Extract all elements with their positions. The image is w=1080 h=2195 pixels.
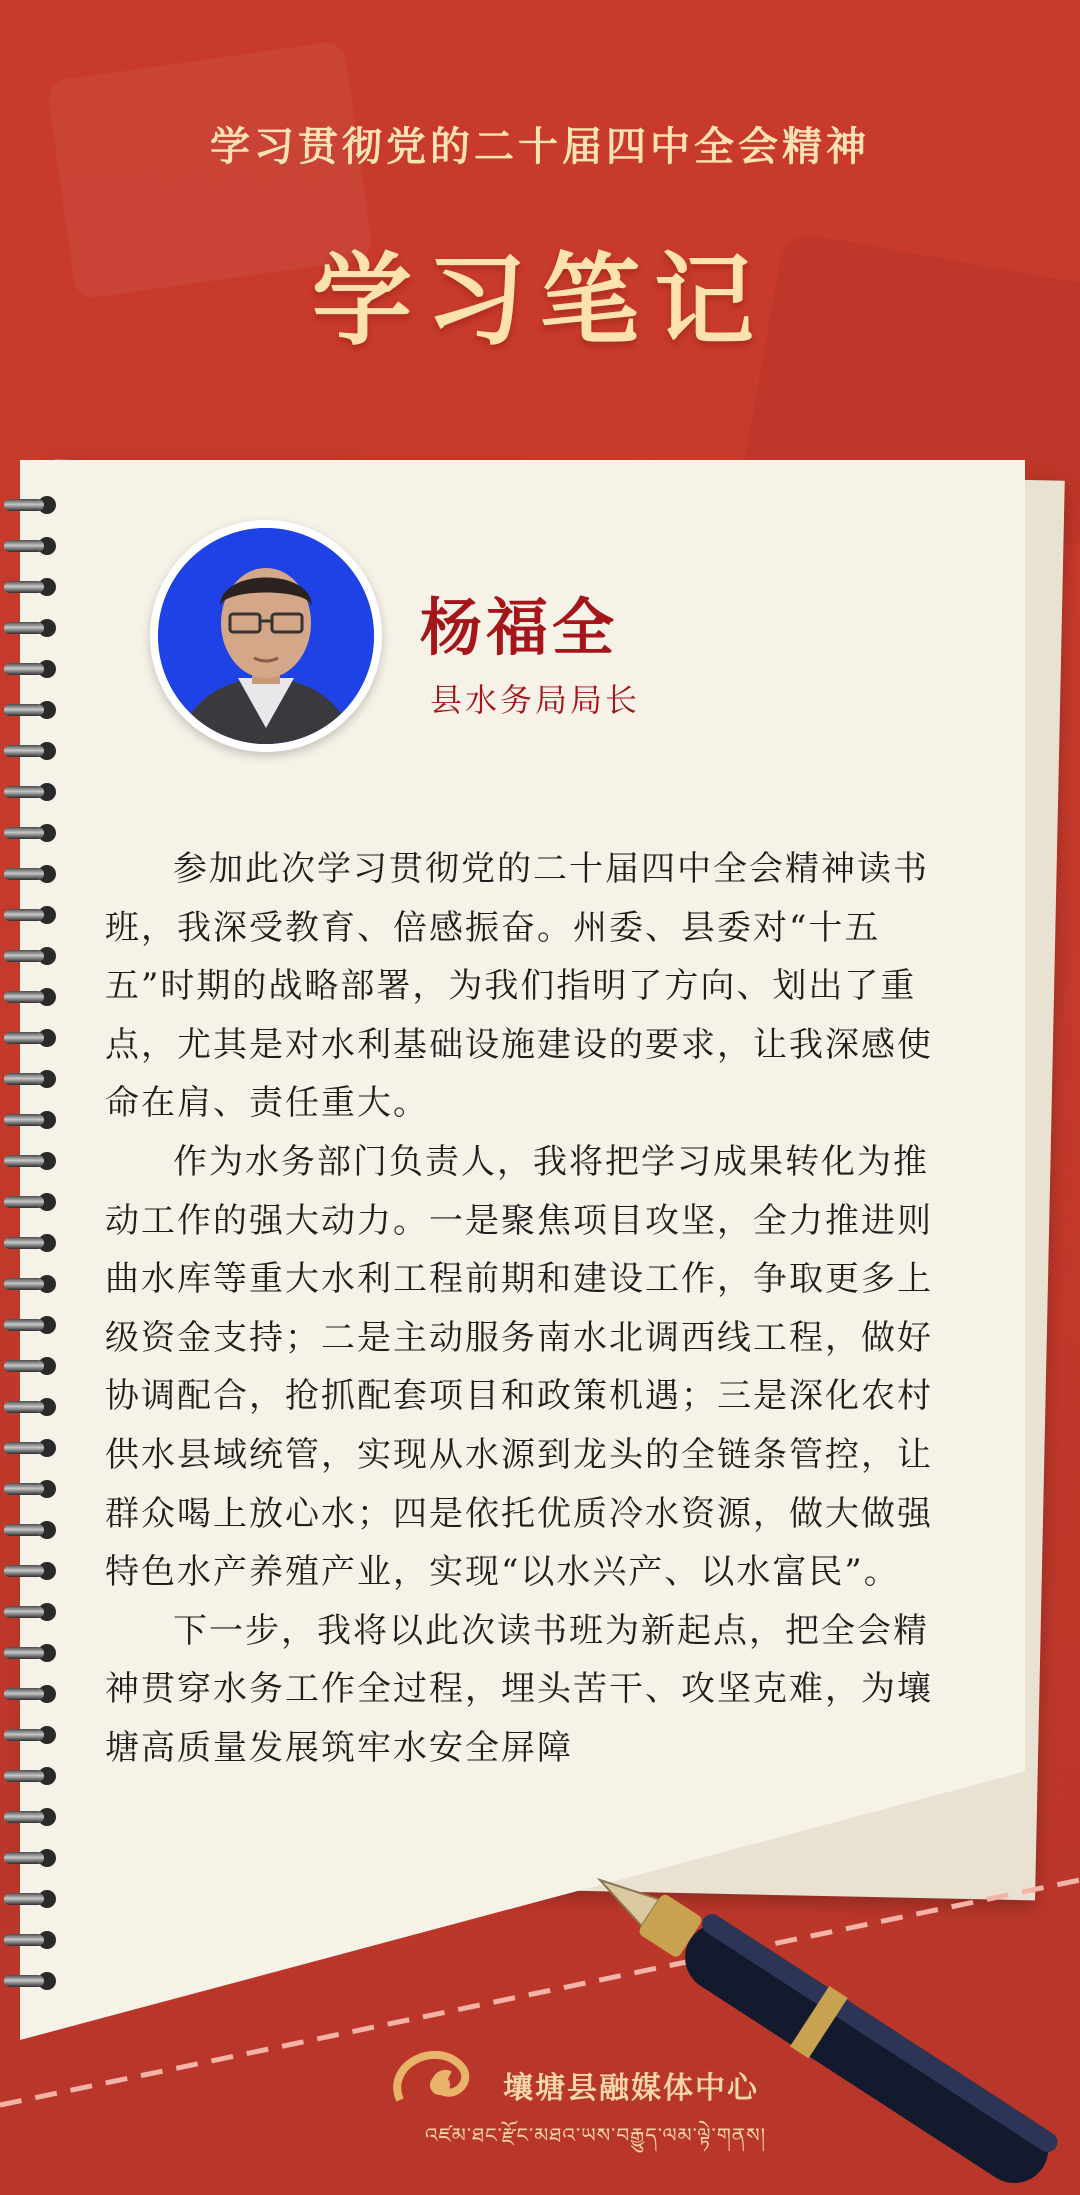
person-role: 县水务局局长 [430, 681, 641, 719]
org-name: 壤塘县融媒体中心 [503, 2071, 759, 2106]
paragraph: 作为水务部门负责人，我将把学习成果转化为推动工作的强大动力。一是聚焦项目攻坚，全力推进则曲水库等重大水利工程前期和建设工作，争取更多上级资金支持；二是主动服务南水北调西线工程，做好协调配合，抢抓配套项目和政策机遇；三是深化农村供水县域统管，实现从水源到龙头的全链条管控，让群众喝上放心水；四是依托优质冷水资源，做大做强特色水产养殖产业，实现“以水兴产、以水富民”。 [105, 1141, 933, 1593]
paragraph: 下一步，我将以此次读书班为新起点，把全会精神贯穿水务工作全过程，埋头苦干、攻坚克难，为壤塘高质量发展筑牢水安全屏障 [105, 1610, 933, 1768]
media-center-logo-icon [385, 2045, 495, 2115]
org-name-tibetan: འཛམ་ཐང་རྫོང་མཐའ་ཡས་བརྒྱུད་ལམ་ལྟེ་གནས། [425, 2123, 767, 2147]
media-center-logo [385, 2045, 767, 2155]
person-name: 杨福全 [420, 591, 619, 664]
header-title: 学习笔记 [312, 242, 768, 359]
header-subtitle: 学习贯彻党的二十届四中全会精神 [210, 124, 870, 170]
paragraph: 参加此次学习贯彻党的二十届四中全会精神读书班，我深受教育、倍感振奋。州委、县委对“十五五”时期的战略部署，为我们指明了方向、划出了重点，尤其是对水利基础设施建设的要求，让我深感使命在肩、责任重大。 [105, 849, 933, 1124]
